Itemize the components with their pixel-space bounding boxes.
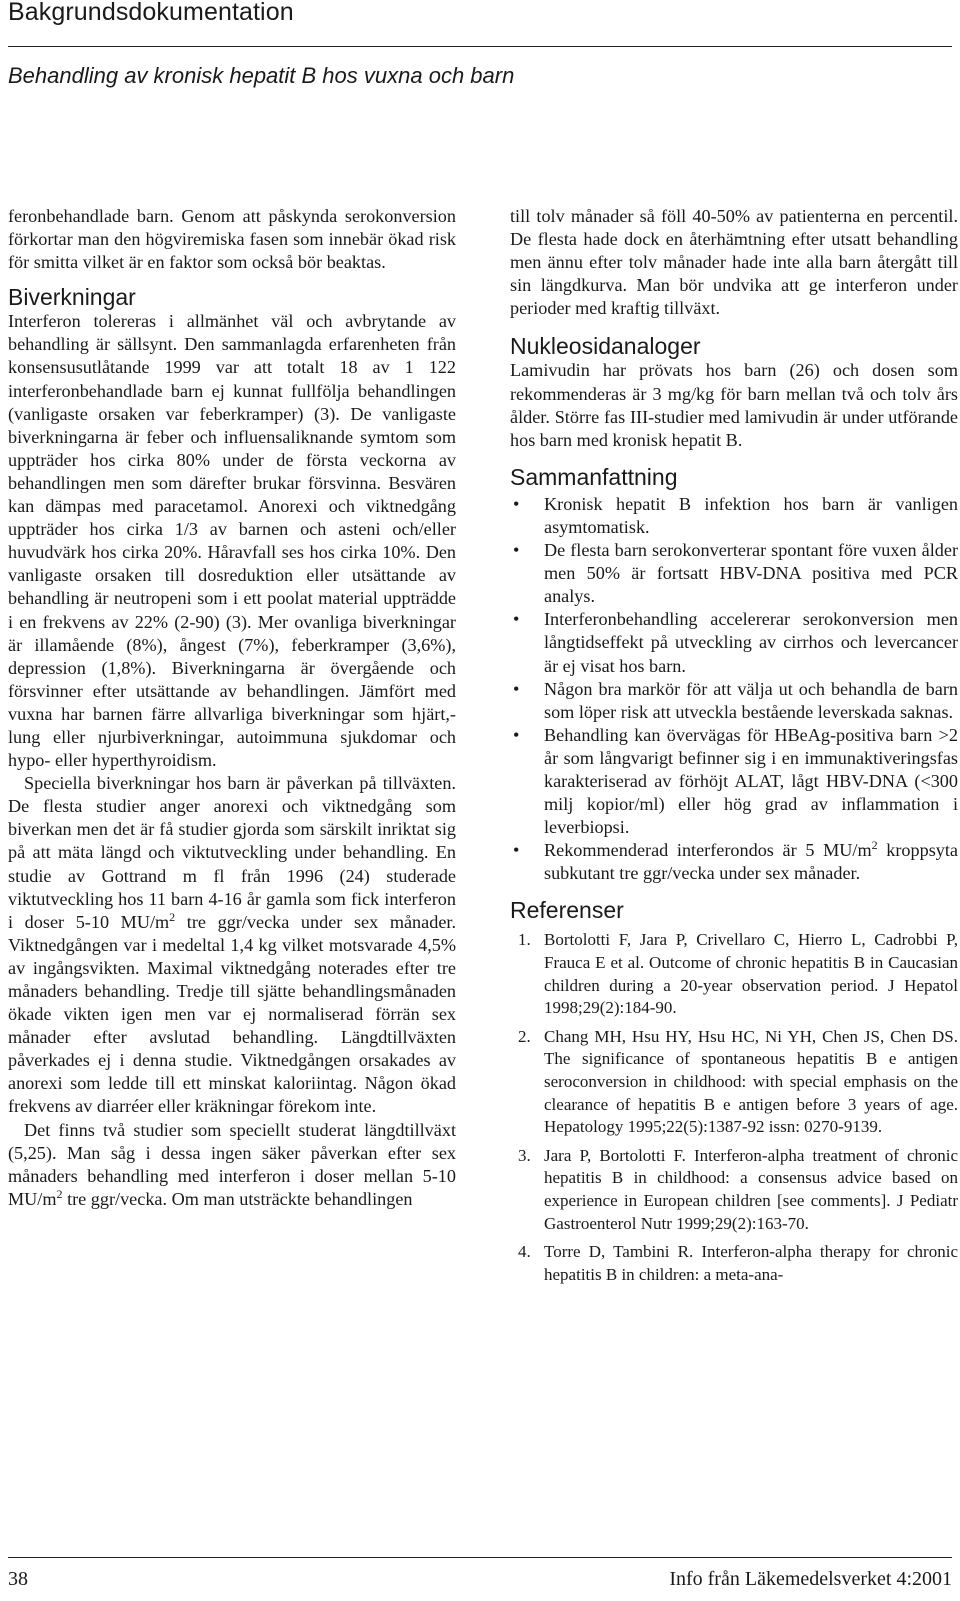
biverkningar-paragraph-1: Interferon tolereras i allmänhet väl och avbrytande av behandling är sällsynt. Den sammanlagda erfarenheten från konsensusutlåtande 1999 var att totalt 18 av 1 122 interferonbehandlade barn ej kunnat fullfölja behandlingen (vanligaste orsaken var feberkramper) (3). De vanligaste biverkningarna är feber och influensaliknande symtom som uppträder hos cirka 80% under de första veckorna av behandlingen men som därefter brukar försvinna. Besvären kan dämpas med paracetamol. Anorexi och viktnedgång uppträder hos cirka 1/3 av barnen och asteni och/eller huvudvärk hos cirka 20%. Håravfall ses hos cirka 10%. Den vanligaste orsaken till dosreduktion eller utsättande av behandling är neutropeni som i ett poolat material uppträdde i en frekvens av 22% (2-90) (3). Mer ovanliga biverkningar är illamående (8%), ångest (7%), feberkramper (3,6%), depression (1,8%). Biverkningarna är övergående och försvinner efter utsättande av behandlingen. Jämfört med vuxna har barnen färre allvarliga biverkningar som hjärt,- lung eller njurbiverkningar, autoimmuna sjukdomar och hypo- eller hyperthyroidism. [8, 311, 456, 771]
summary-item: • Någon bra markör för att välja ut och behandla de barn som löper risk att utveckla bestående leverskada saknas. [510, 678, 958, 724]
reference-number: 4. [518, 1242, 531, 1262]
page-number: 38 [8, 1568, 28, 1590]
superscript-2: 2 [871, 838, 878, 853]
heading-nukleosidanaloger: Nukleosidanaloger [510, 333, 701, 360]
reference-item [510, 1241, 958, 1286]
reference-number: 1. [518, 930, 531, 950]
summary-item: • Behandling kan övervägas för HBeAg-positiva barn >2 år som långvarigt befinner sig i en immunaktiveringsfas karakteriserad av förhöjt ALAT, lågt HBV-DNA (<300 milj kopior/ml) eller hög grad av inflammation i leverbiopsi. [510, 724, 958, 839]
reference-text: Bortolotti F, Jara P, Crivellaro C, Hierro L, Cadrobbi P, Frauca E et al. Outcome of chronic hepatitis B in Caucasian children during a 20-year observation period. J Hepatol 1998;29(2):184-90. [544, 930, 958, 1018]
summary-item: • De flesta barn serokonverterar spontant före vuxen ålder men 50% är fortsatt HBV-DNA positiva med PCR analys. [510, 539, 958, 608]
summary-item: • Interferonbehandling accelererar serokonversion men långtidseffekt på utveckling av cirrhos och levercancer är ej visat hos barn. [510, 608, 958, 677]
reference-item [510, 1145, 958, 1235]
superscript-2: 2 [169, 909, 176, 924]
reference-number: 2. [518, 1026, 531, 1046]
nukleosid-paragraph: Lamivudin har prövats hos barn (26) och dosen som rekommenderas är 3 mg/kg för barn mellan två och tolv års ålder. Större fas III-studier med lamivudin är under utförande hos barn med kronisk hepatit B. [510, 360, 958, 450]
biverkningar-paragraph-3-text-b: tre ggr/vecka. Om man utsträckte behandlingen [62, 1188, 413, 1209]
right-column [510, 205, 958, 1292]
reference-text: Chang MH, Hsu HY, Hsu HC, Ni YH, Chen JS, Chen DS. The significance of spontaneous hepatitis B e antigen seroconversion in childhood: with special emphasis on the clearance of hepatitis B e antigen before 3 years of age. Hepatology 1995;22(5):1387-92 issn: 0270-9139. [544, 1026, 958, 1137]
summary-item [510, 839, 958, 885]
biverkningar-paragraph-2 [8, 772, 456, 1118]
intro-paragraph: feronbehandlade barn. Genom att påskynda serokonversion förkortar man den högviremiska fasen som innebär ökad risk för smitta vilket är en faktor som också bör beaktas. [8, 206, 456, 273]
heading-biverkningar: Biverkningar [8, 284, 136, 311]
summary-list [510, 493, 958, 886]
document-title: Bakgrundsdokumentation [8, 0, 294, 26]
summary-item: • Kronisk hepatit B infektion hos barn är vanligen asymtomatisk. [510, 493, 958, 539]
publication-name: Info från Läkemedelsverket 4:2001 [669, 1568, 952, 1590]
summary-item-text-b: kroppsyta subkutant tre ggr/vecka under sex månader. [544, 840, 959, 884]
reference-item [510, 929, 958, 1019]
reference-text: Jara P, Bortolotti F. Interferon-alpha treatment of chronic hepatitis B in childhood: a consensus advice based on experience in European children [see comments]. J Pediatr Gastroenterol Nutr 1999;29(2):163-70. [544, 1145, 958, 1233]
biverkningar-paragraph-2-text-a: Speciella biverkningar hos barn är påverkan på tillväxten. De flesta studier anger anorexi och viktnedgång som biverkan men det är få studier gjorda som särskilt inriktat sig på att mäta längd och viktutveckling under behandling. En studie av Gottrand m fl från 1996 (24) studerade viktutveckling hos 11 barn 4-16 år gamla som fick interferon i doser 5-10 MU/m [8, 773, 456, 932]
superscript-2: 2 [56, 1186, 63, 1201]
left-column [8, 205, 456, 1211]
biverkningar-paragraph-3 [8, 1119, 456, 1211]
heading-sammanfattning: Sammanfattning [510, 463, 678, 490]
summary-item-text-a: Rekommenderad interferondos är 5 MU/m [544, 840, 872, 861]
document-subtitle: Behandling av kronisk hepatit B hos vuxna och barn [8, 63, 515, 88]
footer-rule [8, 1557, 952, 1558]
reference-text: Torre D, Tambini R. Interferon-alpha therapy for chronic hepatitis B in children: a meta-ana- [544, 1242, 958, 1284]
reference-item [510, 1026, 958, 1139]
reference-number: 3. [518, 1145, 531, 1165]
heading-referenser: Referenser [510, 897, 624, 924]
continued-paragraph: till tolv månader så föll 40-50% av patienterna en percentil. De flesta hade dock en återhämtning efter utsatt behandling men ännu efter tolv månader hade inte alla barn återgått till sin längdkurva. Man bör undvika att ge interferon under perioder med kraftig tillväxt. [510, 206, 958, 319]
biverkningar-paragraph-3-text-a: Det finns två studier som speciellt studerat längdtillväxt (5,25). Man såg i dessa ingen säker påverkan efter sex månaders behandling med interferon i doser mellan 5-10 MU/m [8, 1119, 456, 1209]
biverkningar-paragraph-2-text-b: tre ggr/vecka under sex månader. Viktnedgången var i medeltal 1,4 kg vilket motsvarade 4,5% av ingångsvikten. Maximal viktnedgång noterades efter tre månaders behandling. Tredje till sjätte behandlingsmånaden ökade vikten igen men var ej normaliserad förrän sex månader efter avslutad behandling. Längdtillväxten påverkades ej i denna studie. Viktnedgången orsakades av anorexi som ledde till ett minskat kaloriintag. Någon ökad frekvens av diarréer eller kräkningar förekom inte. [8, 911, 456, 1117]
header-rule [8, 46, 952, 47]
reference-list [510, 929, 958, 1286]
